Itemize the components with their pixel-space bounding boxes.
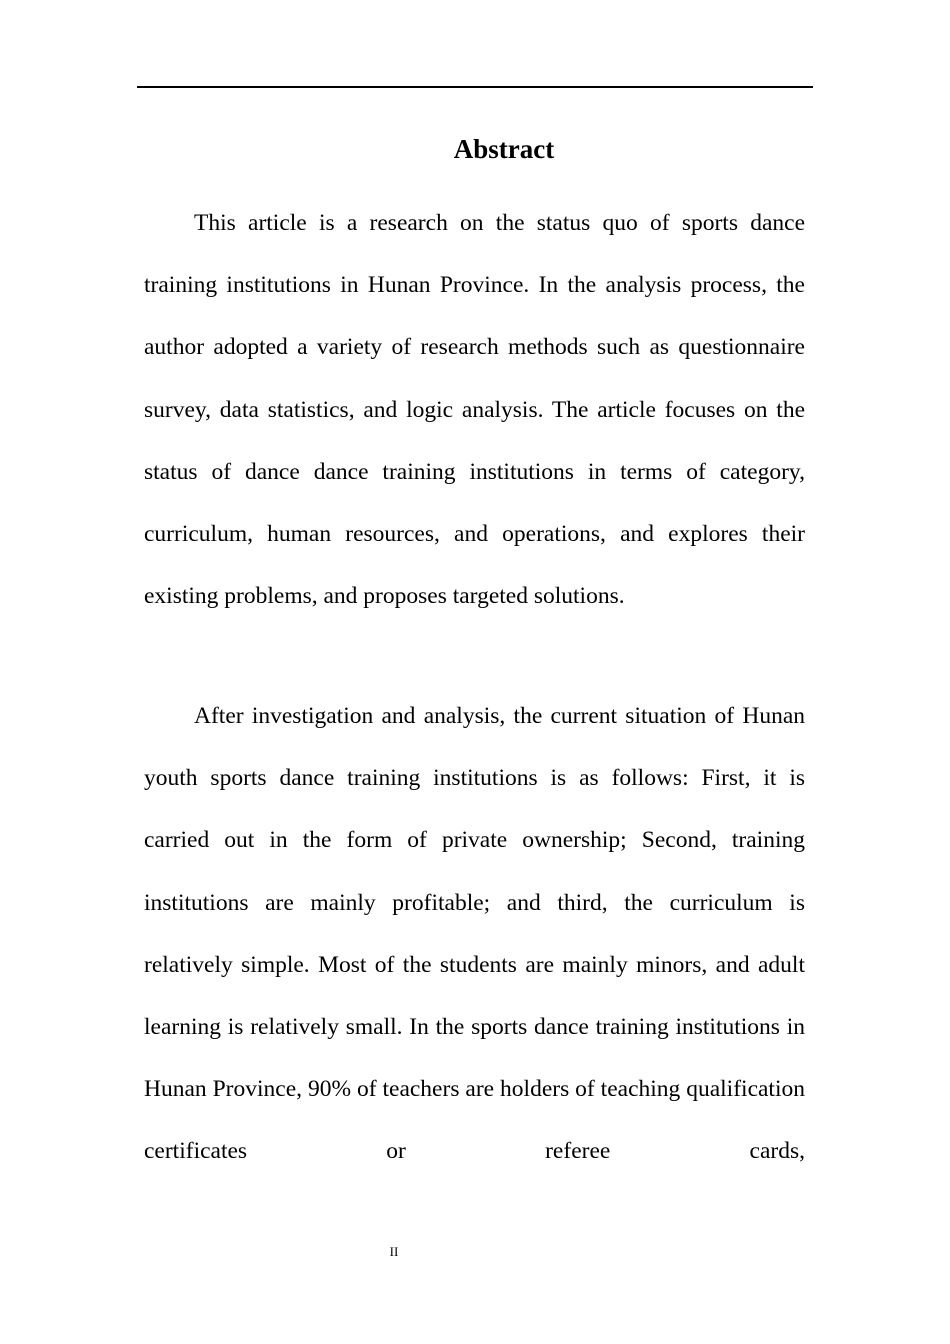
header-rule [137,86,813,88]
abstract-paragraph-2: After investigation and analysis, the current situation of Hunan youth sports dance training institutions is as follows: First, it is carried out in the form of private ownership; Second, training institutions are mainly profitable; and third, the curriculum is relatively simple. Most of the students are mainly minors, and adult learning is relatively small. In the sports dance training institutions in Hunan Province, 90% of teachers are holders of teaching qualification certificates or referee cards, [144,703,805,1165]
abstract-title: Abstract [453,134,555,164]
page-number: II [389,1244,399,1259]
abstract-paragraph-1: This article is a research on the status quo of sports dance training institutions in Hunan Province. In the analysis process, the author adopted a variety of research methods such as questionnaire survey, data statistics, and logic analysis. The article focuses on the status of dance dance training institutions in terms of category, curriculum, human resources, and operations, and explores their existing problems, and proposes targeted solutions. [144,210,805,610]
